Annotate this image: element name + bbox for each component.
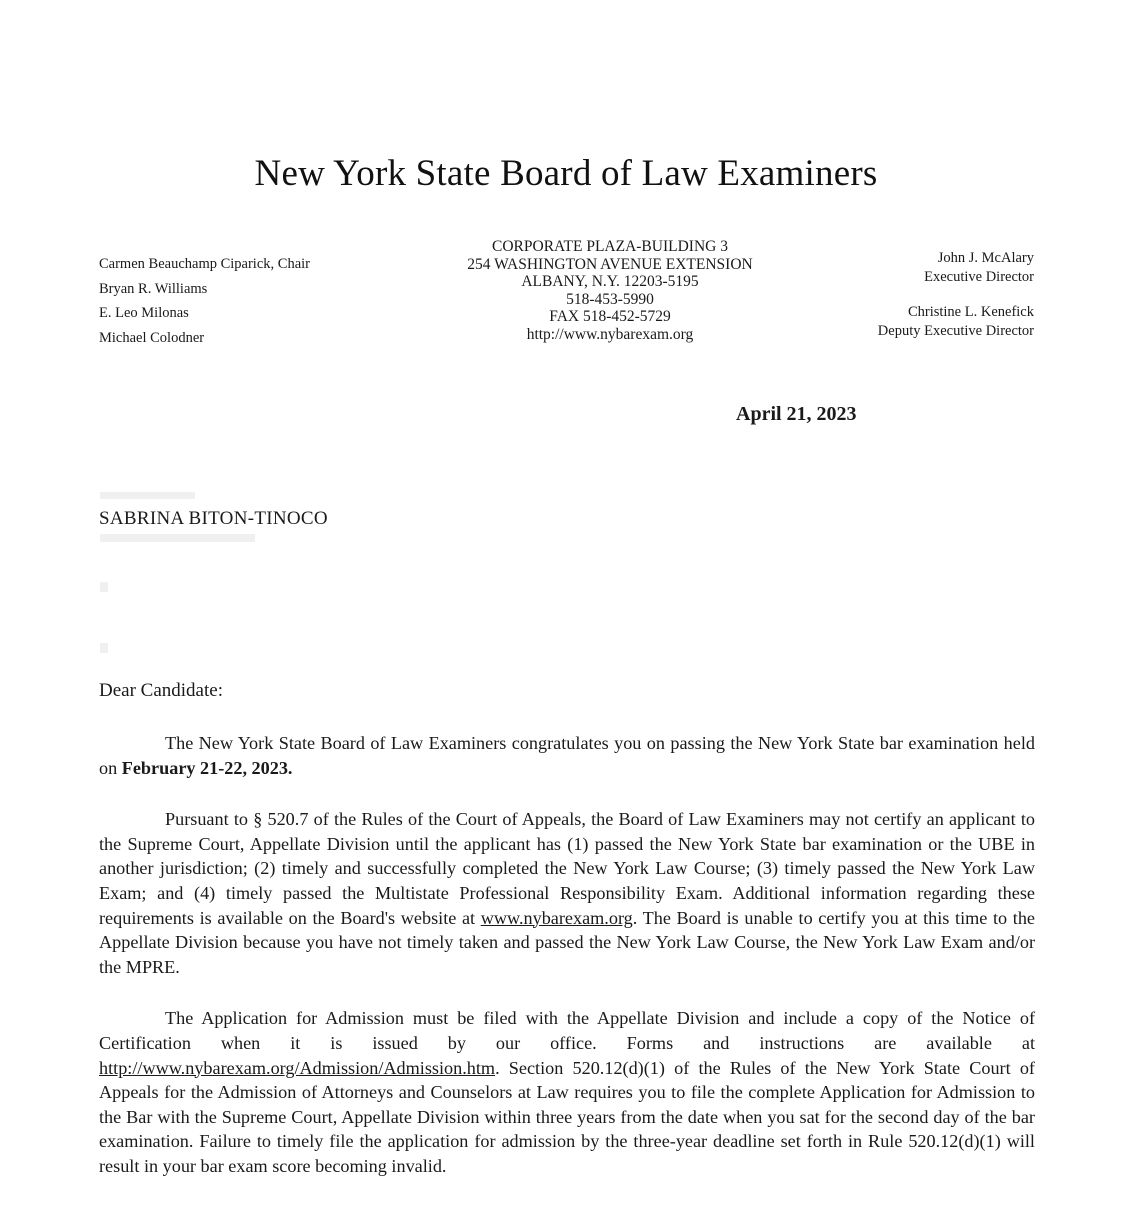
board-member: Carmen Beauchamp Ciparick, Chair [99,256,310,272]
website-link[interactable]: www.nybarexam.org [480,907,633,928]
exam-dates: February 21-22, 2023. [121,757,293,778]
fax-number: FAX 518-452-5729 [549,308,671,325]
office-address [420,238,800,343]
paragraph-text: . Section 520.12(d)(1) of the Rules of the New York State Court of Appeals for the Admission of Attorneys and Counselors at Law requires you to file the complete Application for Admission to the Bar with the Supreme Court, Appellate Division within three years from the date when you sat for the second day of the bar examination. Failure to timely file the application for admission by the three-year deadline set forth in Rule 520.12(d)(1) will result in your bar exam score becoming invalid. [99,1057,1035,1176]
board-member: Bryan R. Williams [99,280,208,297]
paragraph-congratulations [99,731,1035,780]
spacer [878,287,1034,303]
directors-block [878,249,1034,341]
admission-link[interactable]: http://www.nybarexam.org/Admission/Admission.htm [99,1057,496,1078]
redaction-mark [100,534,255,542]
address-line: 254 WASHINGTON AVENUE EXTENSION [467,255,753,273]
paragraph-requirements [99,807,1035,979]
letter-body [99,731,1035,1206]
paragraph-text: The New York State Board of Law Examiners congratulates you on passing the New York State bar examination held on [99,733,1035,778]
deputy-director-title: Deputy Executive Director [877,323,1034,339]
paragraph-application [99,1006,1035,1178]
redaction-mark [100,492,195,499]
redaction-mark [100,582,108,592]
board-member: E. Leo Milonas [99,305,189,321]
address-line: CORPORATE PLAZA-BUILDING 3 [492,238,728,255]
recipient-name: SABRINA BITON-TINOCO [99,508,328,529]
website-url: http://www.nybarexam.org [526,325,694,343]
letter-date: April 21, 2023 [736,403,857,425]
page-title: New York State Board of Law Examiners [254,153,878,194]
board-member: Michael Colodner [99,329,205,346]
executive-director-name: John J. McAlary [937,250,1034,266]
paragraph-text: Pursuant to § 520.7 of the Rules of the Court of Appeals, the Board of Law Examiners may not certify an applicant to the Supreme Court, Appellate Division until the applicant has (1) passed the New York State bar examination or the UBE in another jurisdiction; (2) timely and successfully completed the New York Law Course; (3) timely passed the New York Law Exam; and (4) timely passed the Multistate Professional Responsibility Exam. Additional information regarding these requirements is available on the Board's website at [99,809,1035,928]
redaction-mark [100,643,108,653]
address-line: ALBANY, N.Y. 12203-5195 [521,273,699,290]
paragraph-text: . The Board is unable to certify you at this time to the Appellate Division because you have not timely taken and passed the New York Law Course, the New York Law Exam and/or the MPRE. [99,907,1035,977]
executive-director-title: Executive Director [924,269,1034,285]
paragraph-text: The Application for Admission must be filed with the Appellate Division and include a copy of the Notice of Certification when it is issued by our office. Forms and instructions are available at [99,1008,1035,1053]
board-members-list [99,252,310,350]
phone-number: 518-453-5990 [566,290,654,308]
deputy-director-name: Christine L. Kenefick [907,304,1034,320]
salutation: Dear Candidate: [99,680,223,701]
